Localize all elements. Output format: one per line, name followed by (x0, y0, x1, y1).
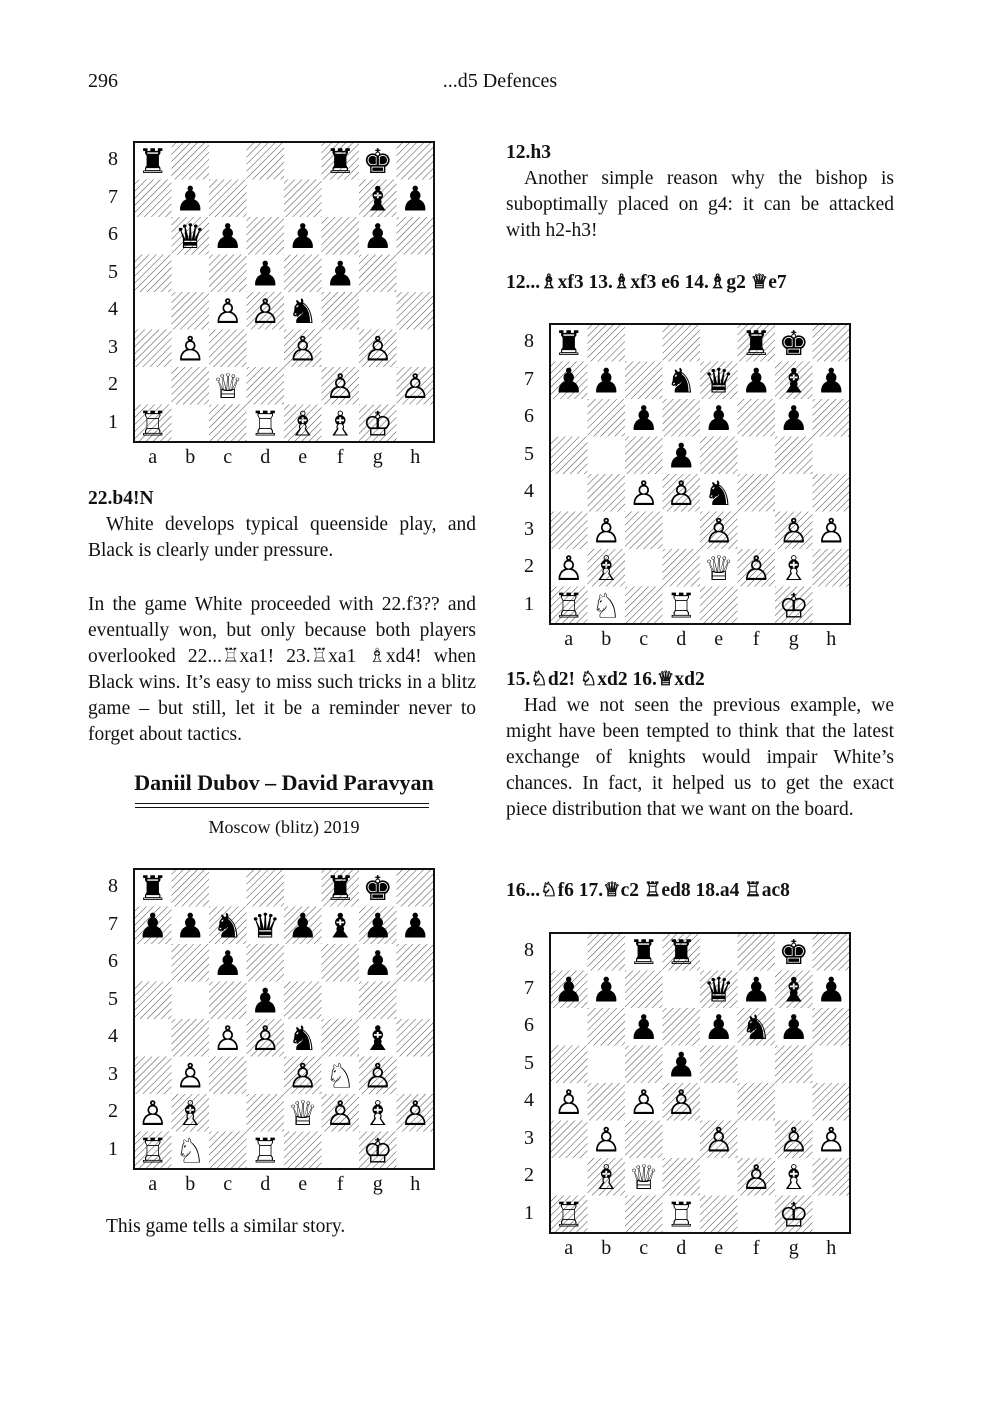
dark-square (663, 399, 701, 437)
white-king-icon: ♔ (362, 1131, 393, 1170)
file-label: b (601, 1237, 612, 1259)
white-bishop-icon: ♗ (778, 1157, 809, 1198)
running-head: ...d5 Defences (442, 70, 558, 92)
rank-label: 1 (108, 1137, 118, 1160)
rank-label: 7 (108, 185, 118, 208)
dark-square (397, 292, 435, 330)
white-pawn-icon: ♙ (778, 511, 809, 552)
black-pawn-icon: ♟ (250, 981, 281, 1022)
white-king-icon: ♔ (362, 404, 393, 443)
white-pawn-icon: ♙ (325, 366, 356, 407)
rank-label: 7 (524, 976, 534, 999)
black-king-icon: ♚ (778, 323, 809, 364)
black-knight-icon: ♞ (741, 1007, 772, 1048)
dark-square (625, 1046, 663, 1084)
black-pawn-icon: ♟ (362, 906, 393, 947)
white-pawn-icon: ♙ (175, 1056, 206, 1097)
dark-square (775, 437, 813, 475)
white-pawn-icon: ♙ (703, 1120, 734, 1161)
dark-square (625, 362, 663, 400)
file-label: b (185, 1173, 196, 1195)
rank-label: 8 (524, 939, 534, 961)
dark-square (588, 933, 626, 971)
dark-square (813, 399, 851, 437)
move-16-nf6: 16...♘f6 17.♕c2 ♖ed8 18.a4 ♖ac8 (506, 880, 790, 901)
dark-square (247, 944, 285, 982)
white-queen-icon: ♕ (212, 366, 243, 407)
left-block-1 (88, 486, 476, 564)
white-pawn-icon: ♙ (628, 1082, 659, 1123)
white-pawn-icon: ♙ (666, 473, 697, 514)
rank-label: 1 (108, 410, 118, 433)
black-pawn-icon: ♟ (287, 216, 318, 257)
black-pawn-icon: ♟ (741, 970, 772, 1011)
dark-square (738, 399, 776, 437)
rank-label: 8 (108, 148, 118, 170)
white-pawn-icon: ♙ (553, 548, 584, 589)
dark-square (588, 474, 626, 512)
rank-label: 4 (524, 480, 534, 502)
dark-square (209, 982, 247, 1020)
file-label: d (676, 1237, 687, 1259)
dark-square (247, 1094, 285, 1132)
black-pawn-icon: ♟ (666, 436, 697, 477)
black-pawn-icon: ♟ (212, 943, 243, 984)
dark-square (209, 255, 247, 293)
file-label: g (788, 1237, 799, 1259)
left-block-2 (88, 592, 476, 748)
board-svg (549, 323, 851, 625)
black-pawn-icon: ♟ (212, 216, 243, 257)
file-label: g (788, 628, 799, 650)
black-king-icon: ♚ (362, 868, 393, 909)
move-22-b4: 22.b4!N (88, 488, 154, 509)
black-queen-icon: ♛ (175, 216, 206, 257)
rank-label: 5 (108, 260, 118, 283)
black-pawn-icon: ♟ (628, 1007, 659, 1048)
white-rook-icon: ♖ (250, 404, 281, 443)
white-pawn-icon: ♙ (703, 511, 734, 552)
white-queen-icon: ♕ (703, 548, 734, 589)
dark-square (172, 367, 210, 405)
black-pawn-icon: ♟ (591, 970, 622, 1011)
black-bishop-icon: ♝ (778, 361, 809, 402)
file-label: e (714, 628, 724, 650)
file-label: b (601, 628, 612, 650)
dark-square (172, 1019, 210, 1057)
black-knight-icon: ♞ (703, 473, 734, 514)
chess-diagram-4 (549, 932, 851, 1234)
white-pawn-icon: ♙ (212, 291, 243, 332)
white-knight-icon: ♘ (591, 586, 622, 625)
white-rook-icon: ♖ (137, 404, 168, 443)
dark-square (700, 437, 738, 475)
black-queen-icon: ♛ (703, 361, 734, 402)
dark-square (322, 292, 360, 330)
file-label: g (372, 1173, 383, 1195)
dark-square (247, 367, 285, 405)
white-queen-icon: ♕ (628, 1157, 659, 1198)
black-pawn-icon: ♟ (175, 906, 206, 947)
file-label: f (336, 446, 344, 468)
rank-label: 6 (524, 405, 534, 427)
rank-label: 7 (108, 912, 118, 935)
black-pawn-icon: ♟ (362, 943, 393, 984)
dark-square (588, 324, 626, 362)
dark-square (625, 437, 663, 475)
left-block-3 (88, 1214, 476, 1240)
white-pawn-icon: ♙ (628, 473, 659, 514)
black-bishop-icon: ♝ (362, 1018, 393, 1059)
dark-square (172, 292, 210, 330)
black-rook-icon: ♜ (137, 868, 168, 909)
white-pawn-icon: ♙ (591, 1120, 622, 1161)
paragraph: White develops typical queenside play, and Black is clearly under pressure. (88, 514, 476, 561)
rank-label: 3 (108, 1062, 118, 1085)
black-knight-icon: ♞ (287, 291, 318, 332)
rank-label: 1 (524, 592, 534, 615)
rank-label: 4 (108, 1025, 118, 1047)
white-pawn-icon: ♙ (400, 366, 431, 407)
file-label: a (148, 1173, 158, 1195)
move-12-bxf3: 12...♗xf3 13.♗xf3 e6 14.♗g2 ♕e7 (506, 272, 787, 293)
dark-square (397, 142, 435, 180)
dark-square (813, 1083, 851, 1121)
dark-square (588, 1083, 626, 1121)
dark-square (247, 869, 285, 907)
dark-square (134, 180, 172, 218)
white-pawn-icon: ♙ (741, 1157, 772, 1198)
dark-square (588, 1008, 626, 1046)
black-pawn-icon: ♟ (325, 254, 356, 295)
dark-square (247, 217, 285, 255)
black-pawn-icon: ♟ (591, 361, 622, 402)
dark-square (625, 587, 663, 625)
black-king-icon: ♚ (778, 932, 809, 973)
dark-square (700, 1046, 738, 1084)
dark-square (209, 330, 247, 368)
rank-label: 1 (524, 1201, 534, 1224)
black-bishop-icon: ♝ (325, 906, 356, 947)
paragraph: Had we not seen the previous example, we might have been tempted to think that the latest exchange of knights would impair White’s chances. In fact, it helped us to get the exact piece distribution that we want on the board. (506, 695, 894, 820)
file-label: f (336, 1173, 344, 1195)
dark-square (813, 474, 851, 512)
file-label: d (676, 628, 687, 650)
white-rook-icon: ♖ (250, 1131, 281, 1170)
black-rook-icon: ♜ (553, 323, 584, 364)
dark-square (700, 1196, 738, 1234)
file-label: a (564, 1237, 574, 1259)
white-pawn-icon: ♙ (250, 291, 281, 332)
dark-square (284, 180, 322, 218)
black-rook-icon: ♜ (325, 141, 356, 182)
dark-square (588, 399, 626, 437)
white-rook-icon: ♖ (666, 1195, 697, 1234)
dark-square (397, 217, 435, 255)
white-rook-icon: ♖ (553, 586, 584, 625)
white-pawn-icon: ♙ (778, 1120, 809, 1161)
dark-square (663, 1158, 701, 1196)
rank-label: 6 (108, 950, 118, 972)
game-title: Daniil Dubov – David Paravyan (134, 770, 434, 795)
dark-square (134, 330, 172, 368)
white-rook-icon: ♖ (666, 586, 697, 625)
dark-square (209, 180, 247, 218)
board-svg (133, 141, 435, 443)
dark-square (172, 869, 210, 907)
file-label: f (752, 1237, 760, 1259)
black-pawn-icon: ♟ (400, 906, 431, 947)
black-pawn-icon: ♟ (703, 398, 734, 439)
dark-square (284, 982, 322, 1020)
dark-square (550, 512, 588, 550)
dark-square (397, 1019, 435, 1057)
white-pawn-icon: ♙ (212, 1018, 243, 1059)
page-number: 296 (88, 70, 118, 92)
dark-square (775, 1046, 813, 1084)
white-bishop-icon: ♗ (778, 548, 809, 589)
rank-label: 5 (524, 1051, 534, 1074)
file-label: c (223, 446, 233, 468)
white-king-icon: ♔ (778, 586, 809, 625)
dark-square (134, 1057, 172, 1095)
dark-square (397, 944, 435, 982)
dark-square (172, 142, 210, 180)
dark-square (700, 587, 738, 625)
black-pawn-icon: ♟ (362, 216, 393, 257)
paragraph: Another simple reason why the bishop is suboptimally placed on g4: it can be attacked with h2-h3! (506, 168, 894, 241)
white-pawn-icon: ♙ (400, 1093, 431, 1134)
dark-square (738, 933, 776, 971)
black-knight-icon: ♞ (666, 361, 697, 402)
white-pawn-icon: ♙ (137, 1093, 168, 1134)
white-bishop-icon: ♗ (591, 1157, 622, 1198)
dark-square (550, 1121, 588, 1159)
dark-square (813, 549, 851, 587)
rank-label: 2 (108, 373, 118, 395)
dark-square (738, 474, 776, 512)
rank-label: 4 (524, 1089, 534, 1111)
dark-square (322, 1019, 360, 1057)
black-pawn-icon: ♟ (666, 1045, 697, 1086)
dark-square (550, 437, 588, 475)
file-label: a (148, 446, 158, 468)
white-rook-icon: ♖ (137, 1131, 168, 1170)
right-block-1 (506, 140, 894, 244)
file-label: h (826, 1237, 837, 1259)
black-rook-icon: ♜ (325, 868, 356, 909)
file-label: d (260, 1173, 271, 1195)
dark-square (663, 324, 701, 362)
dark-square (172, 944, 210, 982)
move-15-nd2: 15.♘d2! ♘xd2 16.♕xd2 (506, 669, 705, 690)
black-pawn-icon: ♟ (137, 906, 168, 947)
black-pawn-icon: ♟ (553, 970, 584, 1011)
black-bishop-icon: ♝ (362, 179, 393, 220)
dark-square (663, 1008, 701, 1046)
black-rook-icon: ♜ (741, 323, 772, 364)
black-rook-icon: ♜ (628, 932, 659, 973)
right-block-2 (506, 270, 894, 296)
black-pawn-icon: ♟ (175, 179, 206, 220)
dark-square (625, 1196, 663, 1234)
file-label: f (752, 628, 760, 650)
title-rule-top (135, 803, 429, 804)
white-bishop-icon: ♗ (362, 1093, 393, 1134)
white-pawn-icon: ♙ (816, 511, 847, 552)
black-pawn-icon: ♟ (400, 179, 431, 220)
rank-label: 7 (524, 367, 534, 390)
chess-diagram-2 (133, 868, 435, 1170)
rank-label: 5 (524, 442, 534, 465)
dark-square (625, 512, 663, 550)
white-bishop-icon: ♗ (287, 404, 318, 443)
white-pawn-icon: ♙ (553, 1082, 584, 1123)
file-label: b (185, 446, 196, 468)
white-pawn-icon: ♙ (287, 1056, 318, 1097)
white-pawn-icon: ♙ (250, 1018, 281, 1059)
black-queen-icon: ♛ (703, 970, 734, 1011)
rank-label: 2 (524, 1164, 534, 1186)
black-rook-icon: ♜ (137, 141, 168, 182)
file-label: d (260, 446, 271, 468)
dark-square (359, 255, 397, 293)
white-pawn-icon: ♙ (287, 329, 318, 370)
white-pawn-icon: ♙ (816, 1120, 847, 1161)
white-pawn-icon: ♙ (362, 329, 393, 370)
title-rule-bottom (135, 807, 429, 808)
black-bishop-icon: ♝ (778, 970, 809, 1011)
rank-label: 6 (524, 1014, 534, 1036)
chess-diagram-1 (133, 141, 435, 443)
dark-square (209, 1132, 247, 1170)
dark-square (625, 971, 663, 1009)
rank-label: 5 (108, 987, 118, 1010)
file-label: h (410, 1173, 421, 1195)
black-queen-icon: ♛ (250, 906, 281, 947)
rank-label: 3 (108, 335, 118, 358)
dark-square (134, 982, 172, 1020)
white-pawn-icon: ♙ (175, 329, 206, 370)
rank-label: 6 (108, 223, 118, 245)
file-label: c (639, 628, 649, 650)
file-label: c (223, 1173, 233, 1195)
white-pawn-icon: ♙ (362, 1056, 393, 1097)
dark-square (284, 1132, 322, 1170)
file-label: e (298, 1173, 308, 1195)
white-bishop-icon: ♗ (325, 404, 356, 443)
black-knight-icon: ♞ (287, 1018, 318, 1059)
rank-label: 3 (524, 1126, 534, 1149)
dark-square (663, 549, 701, 587)
white-pawn-icon: ♙ (741, 548, 772, 589)
dark-square (813, 1158, 851, 1196)
right-block-4 (506, 878, 894, 904)
board-svg (133, 868, 435, 1170)
black-pawn-icon: ♟ (778, 398, 809, 439)
white-pawn-icon: ♙ (666, 1082, 697, 1123)
black-rook-icon: ♜ (666, 932, 697, 973)
black-knight-icon: ♞ (212, 906, 243, 947)
dark-square (209, 405, 247, 443)
dark-square (550, 1046, 588, 1084)
paragraph: In the game White proceeded with 22.f3?? and eventually won, but only because both players overlooked 22...♖xa1! 23.♖xa1 ♗xd4! when Black wins. It’s easy to miss such tricks in a blitz game – but still, let it be a reminder never to forget about tactics. (88, 594, 476, 745)
black-pawn-icon: ♟ (816, 970, 847, 1011)
black-pawn-icon: ♟ (778, 1007, 809, 1048)
right-block-3 (506, 667, 894, 823)
black-pawn-icon: ♟ (250, 254, 281, 295)
white-pawn-icon: ♙ (325, 1093, 356, 1134)
dark-square (813, 933, 851, 971)
rank-label: 2 (108, 1100, 118, 1122)
black-pawn-icon: ♟ (553, 361, 584, 402)
file-label: h (410, 446, 421, 468)
white-king-icon: ♔ (778, 1195, 809, 1234)
rank-label: 2 (524, 555, 534, 577)
rank-label: 4 (108, 298, 118, 320)
dark-square (813, 324, 851, 362)
white-knight-icon: ♘ (175, 1131, 206, 1170)
dark-square (284, 255, 322, 293)
file-label: e (714, 1237, 724, 1259)
move-12-h3: 12.h3 (506, 142, 551, 163)
dark-square (625, 1121, 663, 1159)
dark-square (134, 255, 172, 293)
black-pawn-icon: ♟ (287, 906, 318, 947)
rank-label: 8 (524, 330, 534, 352)
rank-label: 3 (524, 517, 534, 540)
file-label: h (826, 628, 837, 650)
white-bishop-icon: ♗ (591, 548, 622, 589)
white-pawn-icon: ♙ (591, 511, 622, 552)
dark-square (397, 869, 435, 907)
board-svg (549, 932, 851, 1234)
game-event: Moscow (blitz) 2019 (208, 817, 360, 837)
file-label: e (298, 446, 308, 468)
file-label: g (372, 446, 383, 468)
file-label: a (564, 628, 574, 650)
paragraph: This game tells a similar story. (106, 1216, 346, 1237)
file-label: c (639, 1237, 649, 1259)
chess-diagram-3 (549, 323, 851, 625)
dark-square (209, 1057, 247, 1095)
dark-square (322, 944, 360, 982)
black-pawn-icon: ♟ (628, 398, 659, 439)
dark-square (322, 217, 360, 255)
black-pawn-icon: ♟ (703, 1007, 734, 1048)
white-knight-icon: ♘ (325, 1056, 356, 1097)
rank-label: 8 (108, 875, 118, 897)
dark-square (738, 1083, 776, 1121)
dark-square (247, 142, 285, 180)
white-queen-icon: ♕ (287, 1093, 318, 1134)
black-pawn-icon: ♟ (816, 361, 847, 402)
black-pawn-icon: ♟ (741, 361, 772, 402)
dark-square (813, 1008, 851, 1046)
dark-square (359, 982, 397, 1020)
white-bishop-icon: ♗ (175, 1093, 206, 1134)
white-rook-icon: ♖ (553, 1195, 584, 1234)
black-king-icon: ♚ (362, 141, 393, 182)
